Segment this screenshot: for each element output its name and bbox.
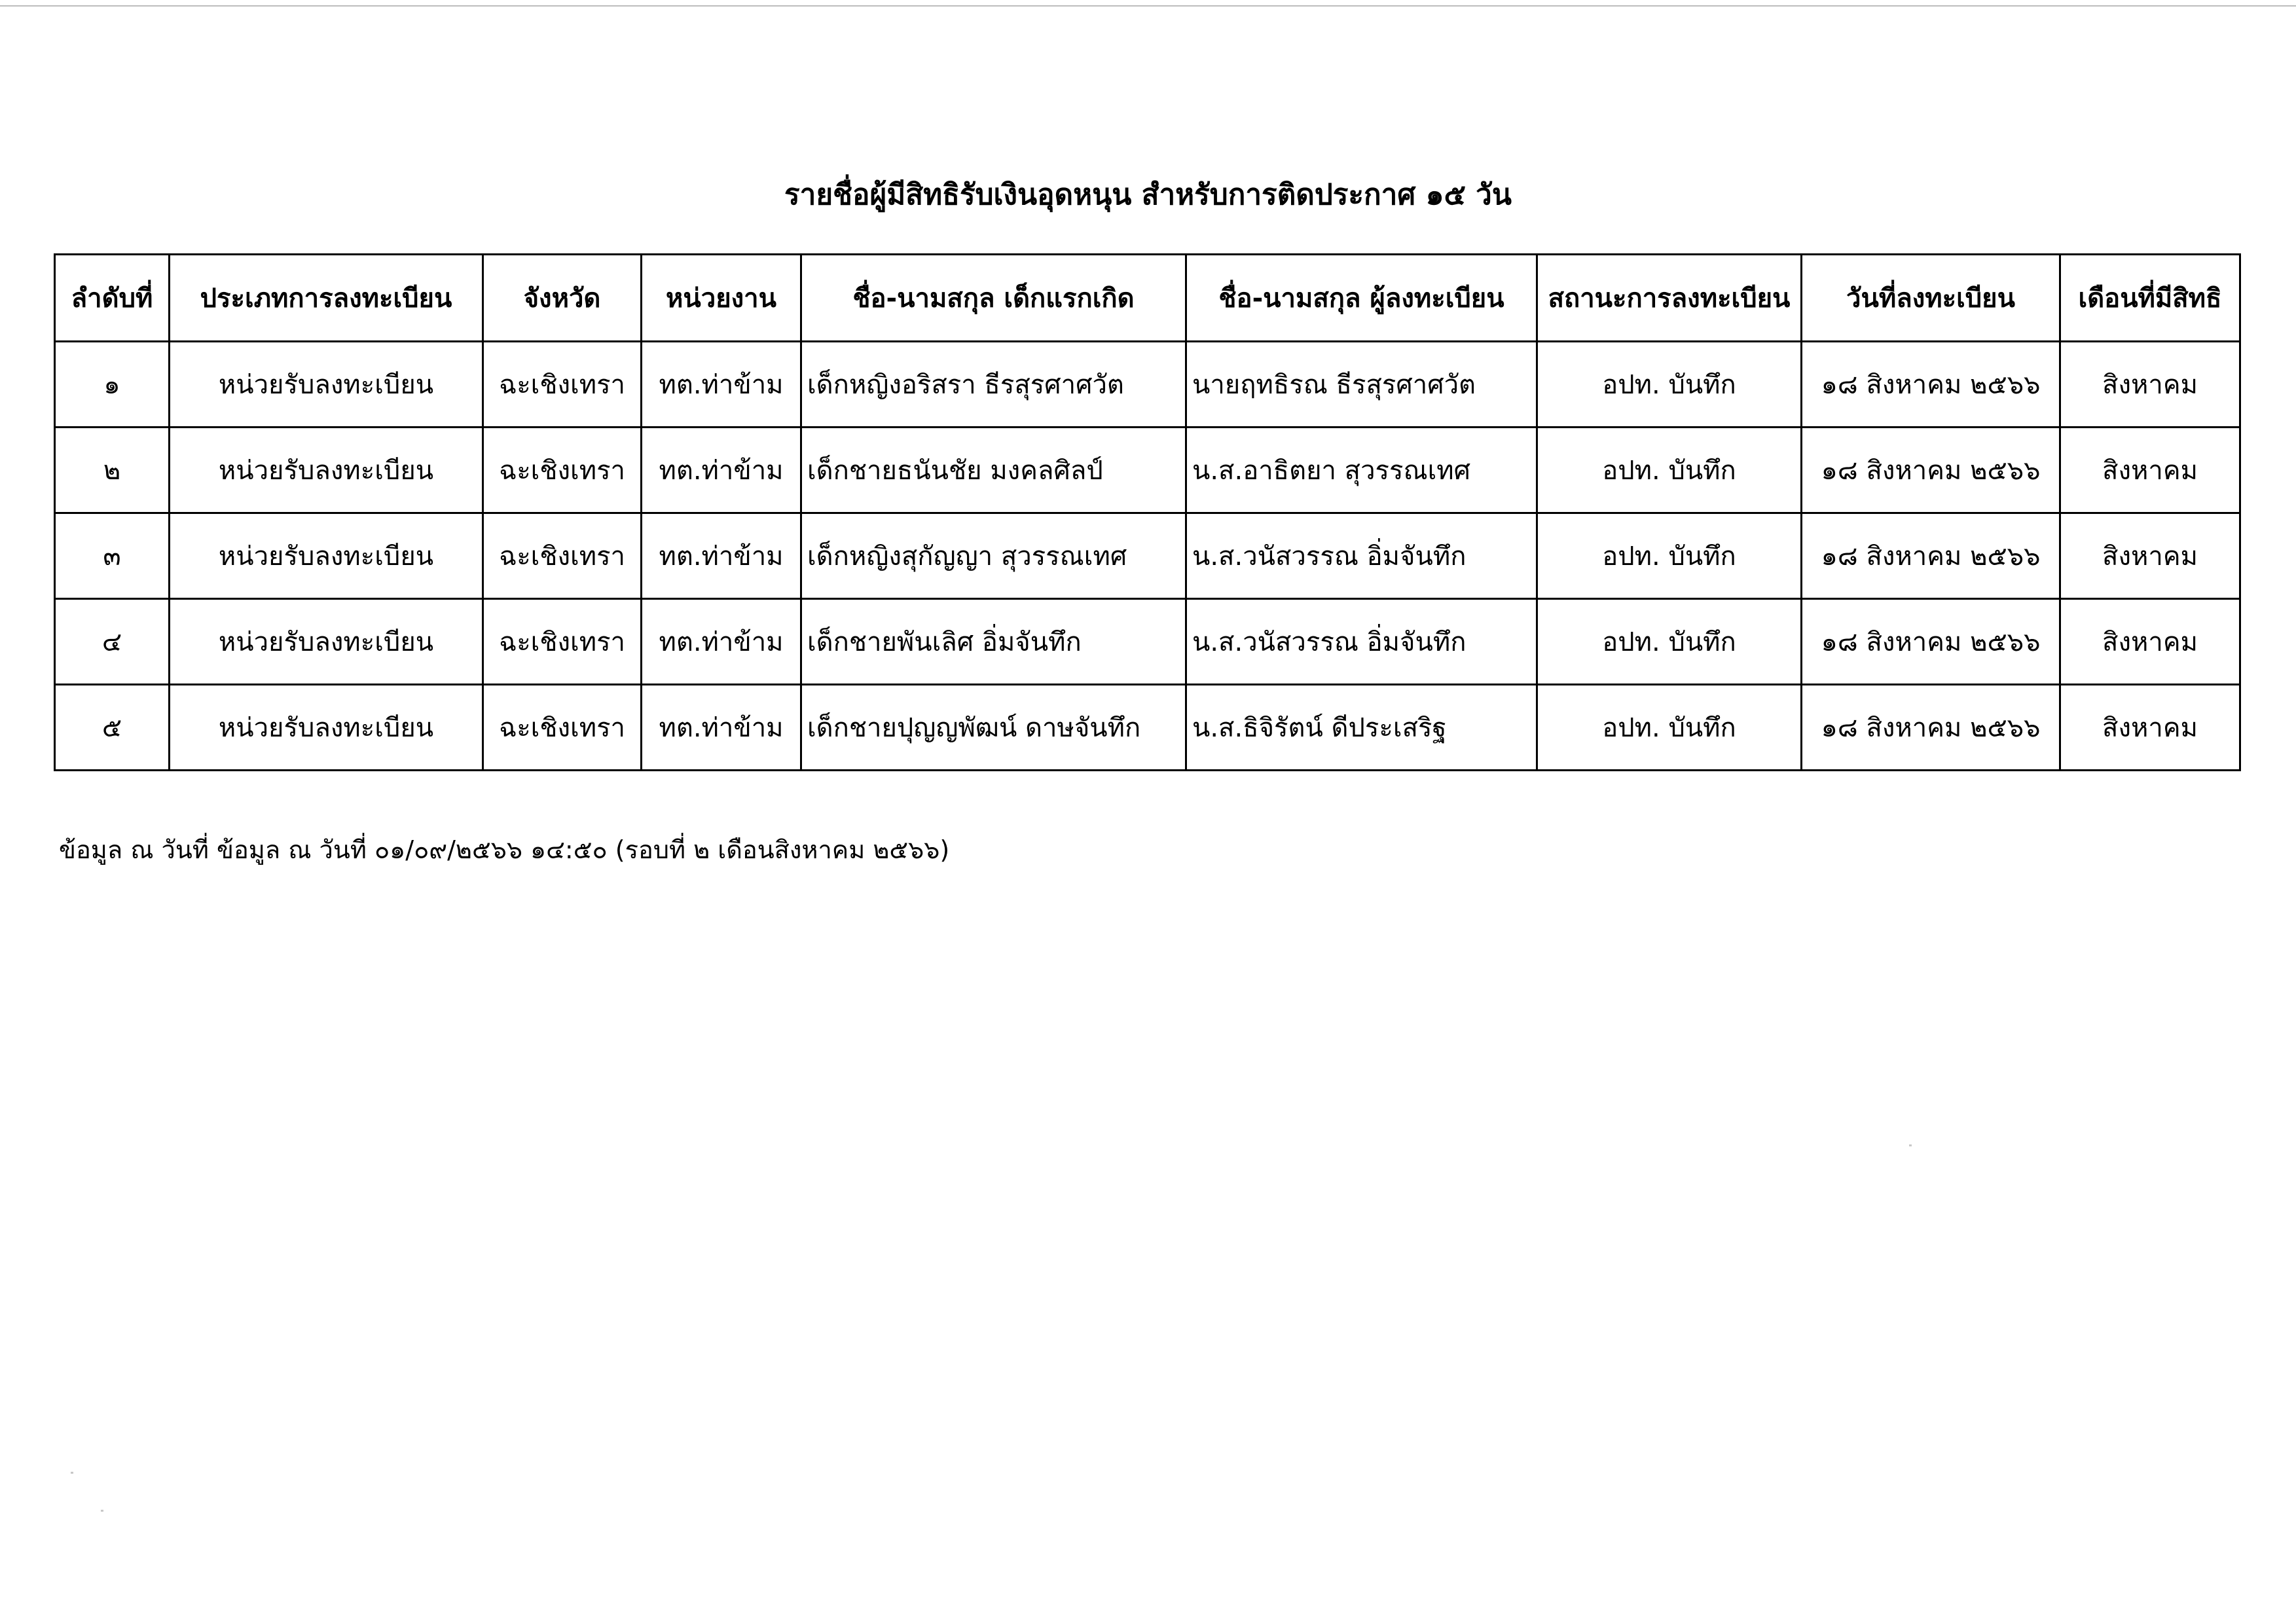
- table-row: [55, 513, 2240, 599]
- province-cell: ฉะเชิงเทรา: [483, 685, 642, 771]
- newborn-name-cell: เด็กหญิงอริสรา ธีรสุรศาศวัต: [801, 342, 1186, 428]
- header-cell: วันที่ลงทะเบียน: [1802, 255, 2060, 342]
- row-number-cell: ๒: [55, 428, 170, 513]
- province-cell: ฉะเชิงเทรา: [483, 513, 642, 599]
- header-cell: หน่วยงาน: [642, 255, 801, 342]
- table-row: [55, 428, 2240, 513]
- header-cell: ลำดับที่: [55, 255, 170, 342]
- table-row: [55, 599, 2240, 685]
- header-cell: สถานะการลงทะเบียน: [1537, 255, 1802, 342]
- registration-type-cell: หน่วยรับลงทะเบียน: [170, 428, 483, 513]
- registration-date-cell: ๑๘ สิงหาคม ๒๕๖๖: [1802, 685, 2060, 771]
- newborn-name-cell: เด็กชายธนันชัย มงคลศิลป์: [801, 428, 1186, 513]
- registration-date-cell: ๑๘ สิงหาคม ๒๕๖๖: [1802, 513, 2060, 599]
- eligible-month-cell: สิงหาคม: [2060, 685, 2240, 771]
- header-cell: จังหวัด: [483, 255, 642, 342]
- registration-status-cell: อปท. บันทึก: [1537, 599, 1802, 685]
- agency-cell: ทต.ท่าข้าม: [642, 342, 801, 428]
- registration-type-cell: หน่วยรับลงทะเบียน: [170, 342, 483, 428]
- newborn-name-cell: เด็กหญิงสุกัญญา สุวรรณเทศ: [801, 513, 1186, 599]
- table-row: [55, 342, 2240, 428]
- newborn-name-cell: เด็กชายปุญญพัฒน์ ดาษจันทึก: [801, 685, 1186, 771]
- header-cell: ประเภทการลงทะเบียน: [170, 255, 483, 342]
- registration-type-cell: หน่วยรับลงทะเบียน: [170, 599, 483, 685]
- registration-type-cell: หน่วยรับลงทะเบียน: [170, 513, 483, 599]
- scan-speck: [101, 1510, 103, 1512]
- header-cell: เดือนที่มีสิทธิ: [2060, 255, 2240, 342]
- registrant-name-cell: นายฤทธิรณ ธีรสุรศาศวัต: [1186, 342, 1537, 428]
- registration-status-cell: อปท. บันทึก: [1537, 513, 1802, 599]
- eligible-month-cell: สิงหาคม: [2060, 428, 2240, 513]
- newborn-name-cell: เด็กชายพันเลิศ อิ่มจันทึก: [801, 599, 1186, 685]
- row-number-cell: ๔: [55, 599, 170, 685]
- province-cell: ฉะเชิงเทรา: [483, 428, 642, 513]
- eligible-month-cell: สิงหาคม: [2060, 342, 2240, 428]
- data-timestamp-note: ข้อมูล ณ วันที่ ข้อมูล ณ วันที่ ๐๑/๐๙/๒๕๖๖ ๑๔:๕๐ (รอบที่ ๒ เดือนสิงหาคม ๒๕๖๖): [59, 835, 950, 864]
- registrant-name-cell: น.ส.วนัสวรรณ อิ่มจันทึก: [1186, 513, 1537, 599]
- registration-status-cell: อปท. บันทึก: [1537, 685, 1802, 771]
- row-number-cell: ๕: [55, 685, 170, 771]
- header-cell: ชื่อ-นามสกุล ผู้ลงทะเบียน: [1186, 255, 1537, 342]
- table-header-row: [55, 255, 2240, 342]
- registration-date-cell: ๑๘ สิงหาคม ๒๕๖๖: [1802, 342, 2060, 428]
- registration-date-cell: ๑๘ สิงหาคม ๒๕๖๖: [1802, 428, 2060, 513]
- registration-date-cell: ๑๘ สิงหาคม ๒๕๖๖: [1802, 599, 2060, 685]
- scan-speck: [1909, 1144, 1912, 1146]
- table-row: [55, 685, 2240, 771]
- registration-status-cell: อปท. บันทึก: [1537, 342, 1802, 428]
- row-number-cell: ๓: [55, 513, 170, 599]
- row-number-cell: ๑: [55, 342, 170, 428]
- province-cell: ฉะเชิงเทรา: [483, 342, 642, 428]
- agency-cell: ทต.ท่าข้าม: [642, 685, 801, 771]
- registrant-name-cell: น.ส.วนัสวรรณ อิ่มจันทึก: [1186, 599, 1537, 685]
- beneficiary-table: [54, 253, 2241, 771]
- registrant-name-cell: น.ส.อาธิตยา สุวรรณเทศ: [1186, 428, 1537, 513]
- registration-type-cell: หน่วยรับลงทะเบียน: [170, 685, 483, 771]
- header-cell: ชื่อ-นามสกุล เด็กแรกเกิด: [801, 255, 1186, 342]
- agency-cell: ทต.ท่าข้าม: [642, 599, 801, 685]
- scan-top-edge: [0, 5, 2296, 7]
- page-title: รายชื่อผู้มีสิทธิรับเงินอุดหนุน สำหรับการติดประกาศ ๑๕ วัน: [784, 178, 1512, 211]
- agency-cell: ทต.ท่าข้าม: [642, 513, 801, 599]
- registrant-name-cell: น.ส.ธิจิรัตน์ ดีประเสริฐ: [1186, 685, 1537, 771]
- agency-cell: ทต.ท่าข้าม: [642, 428, 801, 513]
- registration-status-cell: อปท. บันทึก: [1537, 428, 1802, 513]
- province-cell: ฉะเชิงเทรา: [483, 599, 642, 685]
- scan-speck: [71, 1472, 73, 1474]
- eligible-month-cell: สิงหาคม: [2060, 513, 2240, 599]
- eligible-month-cell: สิงหาคม: [2060, 599, 2240, 685]
